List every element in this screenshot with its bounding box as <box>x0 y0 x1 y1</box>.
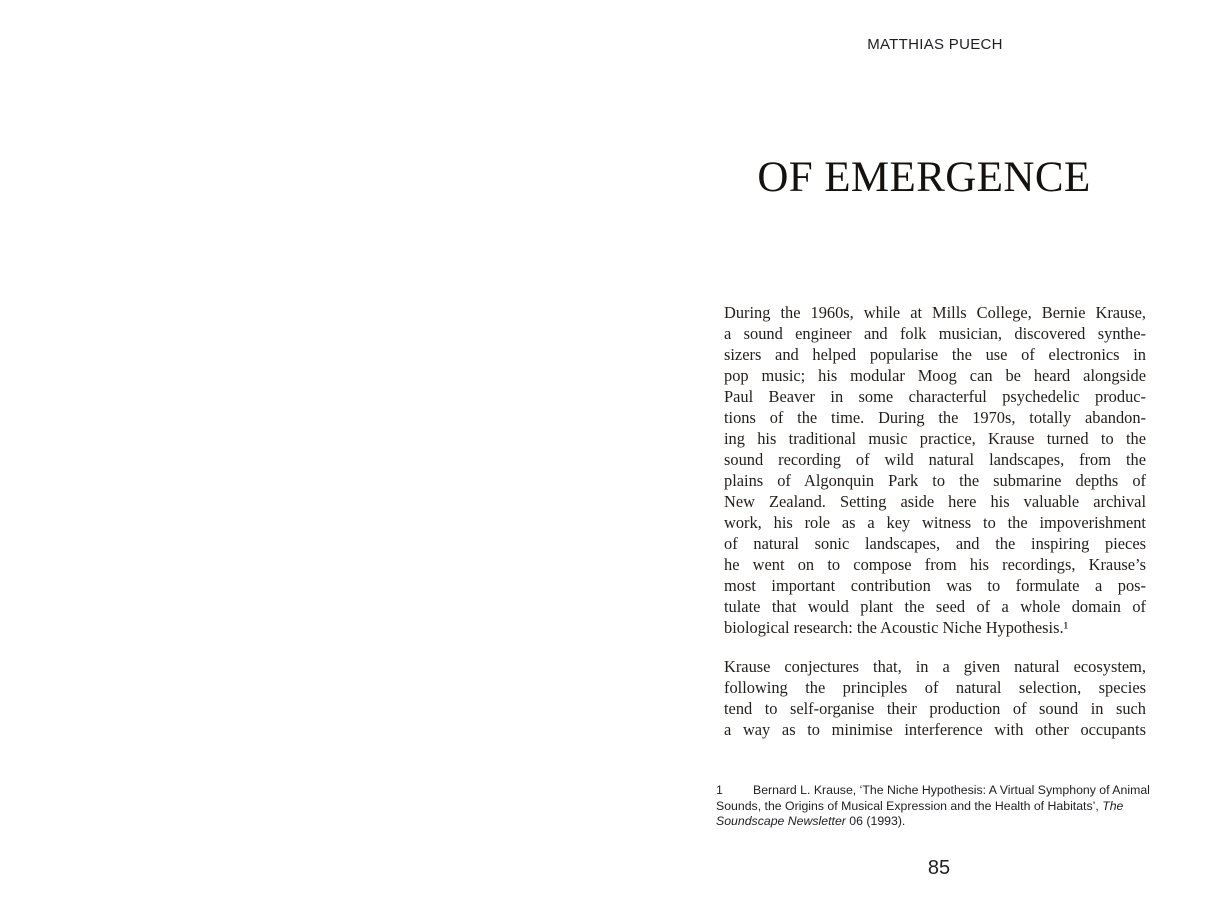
body-line: a way as to minimise interference with other occupants <box>724 720 1146 739</box>
footnote-italic-text: Soundscape Newsletter <box>716 814 846 828</box>
body-line: tions of the time. During the 1970s, totally abandon- <box>724 408 1146 427</box>
body-line: sound recording of wild natural landscapes, from the <box>724 450 1146 469</box>
body-line: During the 1960s, while at Mills College, Bernie Krause, <box>724 303 1146 322</box>
body-line: Krause conjectures that, in a given natural ecosystem, <box>724 657 1146 676</box>
body-text <box>724 302 1146 740</box>
right-page <box>616 0 1232 912</box>
body-line: sizers and helped popularise the use of electronics in <box>724 345 1146 364</box>
footnote-line <box>716 783 1186 799</box>
footnote-line <box>716 799 1186 815</box>
body-line: work, his role as a key witness to the impoverishment <box>724 513 1146 532</box>
footnote <box>716 783 1186 830</box>
footnote-marker: 1 <box>716 783 723 797</box>
body-line: ing his traditional music practice, Krause turned to the <box>724 429 1146 448</box>
body-line: Paul Beaver in some characterful psychedelic produc- <box>724 387 1146 406</box>
body-line: plains of Algonquin Park to the submarine depths of <box>724 471 1146 490</box>
footnote-text: 06 (1993). <box>845 814 906 828</box>
body-line: New Zealand. Setting aside here his valuable archival <box>724 492 1146 511</box>
chapter-title: OF EMERGENCE <box>757 154 1091 201</box>
body-line: most important contribution was to formulate a pos- <box>724 576 1146 595</box>
body-line: he went on to compose from his recordings, Krause’s <box>724 555 1146 574</box>
body-line: biological research: the Acoustic Niche Hypothesis.¹ <box>724 618 1069 637</box>
body-line: following the principles of natural selection, species <box>724 678 1146 697</box>
body-line: of natural sonic landscapes, and the inspiring pieces <box>724 534 1146 553</box>
paragraph <box>724 656 1146 740</box>
body-line: a sound engineer and folk musician, discovered synthe- <box>724 324 1146 343</box>
body-line: tulate that would plant the seed of a whole domain of <box>724 597 1146 616</box>
body-line: tend to self-organise their production of sound in such <box>724 699 1146 718</box>
footnote-text: Sounds, the Origins of Musical Expression and the Health of Habitats’, <box>716 798 1103 813</box>
body-line: pop music; his modular Moog can be heard alongside <box>724 366 1146 385</box>
footnote-italic-text: The <box>1102 798 1124 813</box>
page-number: 85 <box>927 857 951 879</box>
running-header: MATTHIAS PUECH <box>867 36 1003 53</box>
footnote-text: Bernard L. Krause, ‘The Niche Hypothesis: A Virtual Symphony of Animal <box>753 783 1150 797</box>
paragraph <box>724 302 1146 638</box>
footnote-line <box>716 814 1186 830</box>
